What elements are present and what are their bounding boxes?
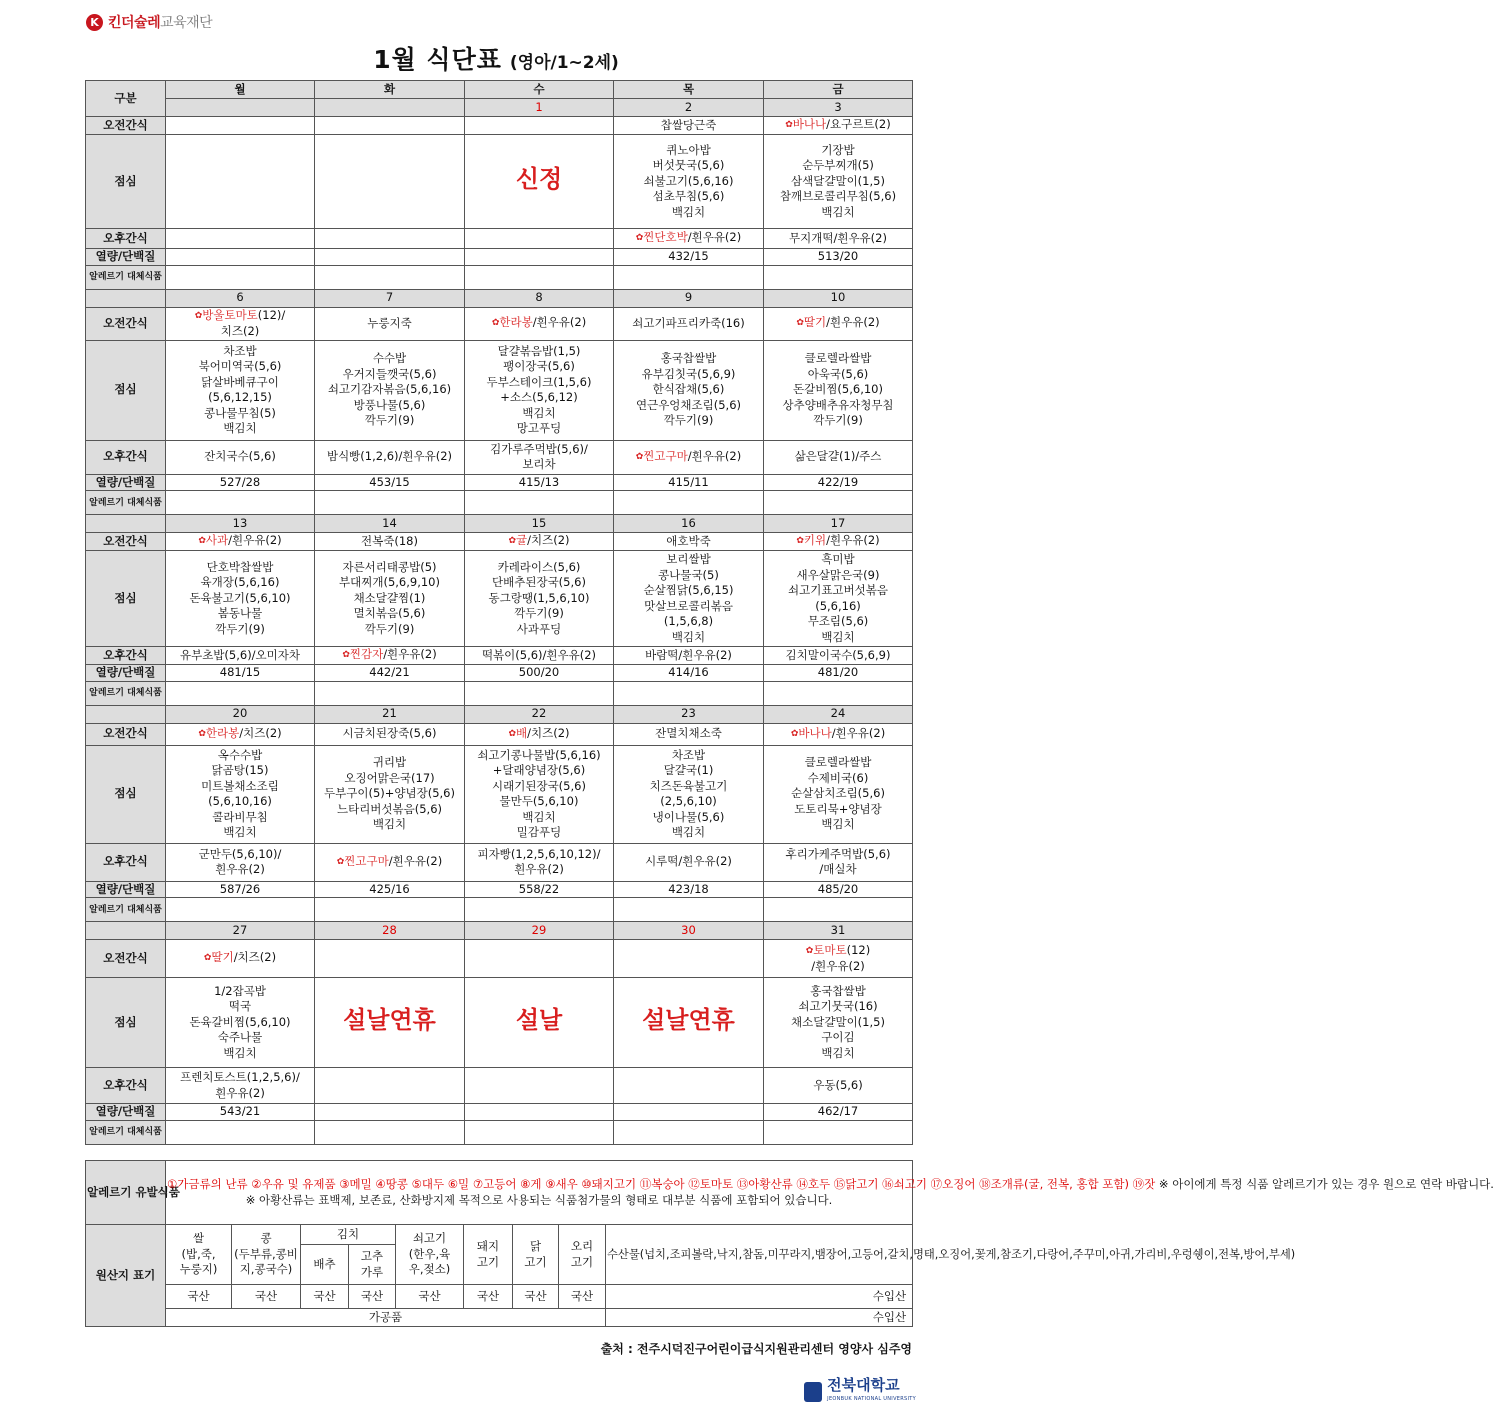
- university-emblem-icon: [804, 1382, 822, 1402]
- morning-cell: 누룽지죽: [315, 307, 465, 340]
- lunch-cell: 차조밥 북어미역국(5,6) 닭살바베큐구이 (5,6,12,15) 콩나물무침(5) 백김치: [166, 340, 315, 440]
- origin-label: 원산지 표기: [86, 1225, 166, 1327]
- allergy-sub-cell: [764, 265, 913, 289]
- highlight-food: 사과: [205, 533, 229, 548]
- calorie-cell: 481/15: [166, 665, 315, 682]
- afternoon-label: 오후간식: [86, 1068, 166, 1104]
- calorie-label: 열량/단백질: [86, 881, 166, 898]
- date-cell: 2: [614, 99, 764, 117]
- morning-label: 오전간식: [86, 723, 166, 745]
- calorie-cell: 415/13: [465, 474, 614, 491]
- morning-cell: [166, 117, 315, 135]
- date-cell: 22: [465, 705, 614, 723]
- calorie-cell: 414/16: [614, 665, 764, 682]
- allergy-sub-label: 알레르기 대체식품: [86, 681, 166, 705]
- lunch-label: 점심: [86, 340, 166, 440]
- title-main: 1월 식단표: [373, 45, 502, 74]
- afternoon-cell: [465, 229, 614, 249]
- university-logo: [804, 1378, 916, 1406]
- afternoon-cell: 후리가케주먹밥(5,6) /매실차: [764, 843, 913, 881]
- calorie-label: 열량/단백질: [86, 1104, 166, 1121]
- highlight-food: 키위: [803, 533, 827, 548]
- highlight-food: 귤: [516, 533, 528, 548]
- week-spacer: [86, 922, 166, 940]
- allergy-sub-cell: [764, 1120, 913, 1144]
- morning-cell: 잔멸치채소죽: [614, 723, 764, 745]
- flower-icon: ✿: [198, 728, 206, 739]
- allergy-sub-cell: [315, 681, 465, 705]
- flower-icon: ✿: [805, 945, 814, 956]
- allergy-sub-cell: [764, 681, 913, 705]
- day-header: 금: [764, 81, 913, 99]
- afternoon-cell: ✿찐단호박/흰우유(2): [614, 229, 764, 249]
- afternoon-cell: ✿찐고구마/흰우유(2): [315, 843, 465, 881]
- afternoon-cell: 바람떡/흰우유(2): [614, 647, 764, 665]
- lunch-cell: 쇠고기콩나물밥(5,6,16) +달래양념장(5,6) 시래기된장국(5,6) 물만두(5,6,10) 백김치 밀감푸딩: [465, 745, 614, 843]
- calorie-cell: 425/16: [315, 881, 465, 898]
- lunch-cell: [166, 135, 315, 229]
- calorie-cell: [315, 1104, 465, 1121]
- day-header: 수: [465, 81, 614, 99]
- flower-icon: ✿: [785, 120, 793, 131]
- calorie-cell: 500/20: [465, 665, 614, 682]
- allergy-sub-cell: [465, 491, 614, 515]
- date-cell: 8: [465, 289, 614, 307]
- sulfite-note: ※ 아황산류는 표백제, 보존료, 산화방지제 목적으로 사용되는 식품첨가물의 형태로 대부분 식품에 포함되어 있습니다.: [245, 1192, 833, 1207]
- allergy-sub-cell: [315, 1120, 465, 1144]
- lunch-label: 점심: [86, 135, 166, 229]
- flower-icon: ✿: [790, 728, 799, 739]
- afternoon-cell: [166, 229, 315, 249]
- calorie-cell: [315, 249, 465, 266]
- origin-beef: 쇠고기 (한우,육 우,젖소): [396, 1225, 464, 1285]
- date-cell: 27: [166, 922, 315, 940]
- afternoon-cell: 군만두(5,6,10)/ 흰우유(2): [166, 843, 315, 881]
- morning-label: 오전간식: [86, 117, 166, 135]
- afternoon-cell: ✿찐감자/흰우유(2): [315, 647, 465, 665]
- calorie-cell: 432/15: [614, 249, 764, 266]
- date-cell: 3: [764, 99, 913, 117]
- lunch-label: 점심: [86, 551, 166, 647]
- calorie-cell: 453/15: [315, 474, 465, 491]
- university-name: 전북대학교: [827, 1376, 900, 1394]
- allergy-sub-cell: [614, 265, 764, 289]
- flower-icon: ✿: [491, 318, 500, 329]
- foundation-logo: [86, 12, 212, 32]
- afternoon-cell: 프렌치토스트(1,2,5,6)/ 흰우유(2): [166, 1068, 315, 1104]
- holiday-label: 신정: [515, 164, 563, 193]
- allergy-sub-cell: [315, 898, 465, 922]
- origin-beef-value: 국산: [396, 1285, 464, 1309]
- origin-pepper: 고추 가루: [349, 1245, 396, 1285]
- morning-label: 오전간식: [86, 533, 166, 551]
- calorie-cell: 442/21: [315, 665, 465, 682]
- allergy-sub-cell: [315, 265, 465, 289]
- lunch-label: 점심: [86, 745, 166, 843]
- highlight-food: 배: [516, 725, 528, 740]
- holiday-label: 설날: [515, 1005, 563, 1034]
- highlight-food: 찐단호박: [643, 230, 688, 245]
- morning-cell: ✿배/치즈(2): [465, 723, 614, 745]
- date-cell: 16: [614, 515, 764, 533]
- allergy-sub-cell: [465, 1120, 614, 1144]
- date-cell: 13: [166, 515, 315, 533]
- morning-cell: 애호박죽: [614, 533, 764, 551]
- logo-icon: K: [86, 14, 103, 31]
- title-sub: (영아/1~2세): [509, 53, 619, 73]
- highlight-food: 딸기: [211, 950, 234, 965]
- allergy-sub-cell: [614, 1120, 764, 1144]
- calorie-cell: 462/17: [764, 1104, 913, 1121]
- morning-cell: [315, 940, 465, 978]
- morning-cell: ✿딸기/흰우유(2): [764, 307, 913, 340]
- allergy-sub-cell: [465, 681, 614, 705]
- date-cell: 21: [315, 705, 465, 723]
- origin-processed: 가공품: [166, 1309, 606, 1327]
- morning-cell: ✿바나나/흰우유(2): [764, 723, 913, 745]
- calorie-cell: 422/19: [764, 474, 913, 491]
- flower-icon: ✿: [796, 536, 804, 547]
- calorie-cell: 513/20: [764, 249, 913, 266]
- morning-cell: ✿방울토마토(12)/ 치즈(2): [166, 307, 315, 340]
- calorie-cell: 527/28: [166, 474, 315, 491]
- morning-label: 오전간식: [86, 307, 166, 340]
- afternoon-cell: 김치말이국수(5,6,9): [764, 647, 913, 665]
- date-cell: 7: [315, 289, 465, 307]
- calorie-label: 열량/단백질: [86, 665, 166, 682]
- morning-cell: ✿한라봉/흰우유(2): [465, 307, 614, 340]
- origin-chicken-value: 국산: [513, 1285, 559, 1309]
- calorie-cell: [166, 249, 315, 266]
- allergy-sub-cell: [764, 491, 913, 515]
- calorie-cell: 558/22: [465, 881, 614, 898]
- morning-cell: ✿토마토(12) /흰우유(2): [764, 940, 913, 978]
- afternoon-cell: [315, 229, 465, 249]
- allergy-sub-cell: [166, 898, 315, 922]
- origin-duck: 오리 고기: [559, 1225, 606, 1285]
- highlight-food: 방울토마토: [202, 307, 258, 322]
- afternoon-cell: 김가루주먹밥(5,6)/ 보리차: [465, 440, 614, 474]
- origin-rice-value: 국산: [166, 1285, 232, 1309]
- lunch-cell: 카레라이스(5,6) 단배추된장국(5,6) 동그랑땡(1,5,6,10) 깍두기(9) 사과푸딩: [465, 551, 614, 647]
- date-cell: 29: [465, 922, 614, 940]
- lunch-cell: [465, 135, 614, 229]
- date-cell: 23: [614, 705, 764, 723]
- flower-icon: ✿: [342, 650, 350, 661]
- date-cell: 10: [764, 289, 913, 307]
- morning-cell: [315, 117, 465, 135]
- lunch-cell: 차조밥 달걀국(1) 치즈돈육불고기 (2,5,6,10) 냉이나물(5,6) 백김치: [614, 745, 764, 843]
- highlight-food: 찐고구마: [643, 448, 688, 463]
- calorie-label: 열량/단백질: [86, 249, 166, 266]
- date-cell: [166, 99, 315, 117]
- afternoon-cell: 삶은달걀(1)/주스: [764, 440, 913, 474]
- allergy-sub-label: 알레르기 대체식품: [86, 898, 166, 922]
- morning-cell: 시금치된장죽(5,6): [315, 723, 465, 745]
- holiday-label: 설날연휴: [642, 1005, 735, 1034]
- origin-pork-value: 국산: [464, 1285, 513, 1309]
- origin-bean: 콩 (두부류,콩비 지,콩국수): [232, 1225, 301, 1285]
- lunch-cell: [614, 978, 764, 1068]
- afternoon-cell: 시루떡/흰우유(2): [614, 843, 764, 881]
- calorie-cell: [465, 249, 614, 266]
- lunch-cell: 귀리밥 오징어맑은국(17) 두부구이(5)+양념장(5,6) 느타리버섯볶음(5,6) 백김치: [315, 745, 465, 843]
- allergy-list: ①가금류의 난류 ②우유 및 유제품 ③메밀 ④땅콩 ⑤대두 ⑥밀 ⑦고등어 ⑧게 ⑨새우 ⑩돼지고기 ⑪복숭아 ⑫토마토 ⑬아황산류 ⑭호두 ⑮닭고기 ⑯쇠고기 ⑰오징어 ⑱조개류(굴, 전복, 홍합 포함) ⑲잣: [167, 1177, 1156, 1191]
- allergy-sub-cell: [614, 898, 764, 922]
- morning-cell: ✿딸기/치즈(2): [166, 940, 315, 978]
- allergy-sub-label: 알레르기 대체식품: [86, 491, 166, 515]
- flower-icon: ✿: [635, 233, 644, 244]
- lunch-cell: 홍국찹쌀밥 쇠고기뭇국(16) 채소달걀말이(1,5) 구이김 백김치: [764, 978, 913, 1068]
- lunch-cell: 기장밥 순두부찌개(5) 삼색달걀말이(1,5) 참깨브로콜리무침(5,6) 백김치: [764, 135, 913, 229]
- afternoon-cell: ✿찐고구마/흰우유(2): [614, 440, 764, 474]
- allergy-sub-cell: [166, 681, 315, 705]
- allergy-sub-cell: [465, 265, 614, 289]
- date-cell: 20: [166, 705, 315, 723]
- morning-cell: ✿키위/흰우유(2): [764, 533, 913, 551]
- morning-cell: 전복죽(18): [315, 533, 465, 551]
- highlight-food: 토마토: [813, 942, 847, 957]
- origin-cabbage: 배추: [301, 1245, 349, 1285]
- lunch-cell: 자른서리태콩밥(5) 부대찌개(5,6,9,10) 채소달걀찜(1) 멸치볶음(5,6) 깍두기(9): [315, 551, 465, 647]
- page-title: [0, 40, 992, 76]
- morning-cell: ✿귤/치즈(2): [465, 533, 614, 551]
- highlight-food: 딸기: [803, 315, 827, 330]
- allergy-sub-cell: [166, 491, 315, 515]
- calorie-cell: [614, 1104, 764, 1121]
- afternoon-cell: 우동(5,6): [764, 1068, 913, 1104]
- info-table: [85, 1160, 1494, 1327]
- afternoon-cell: [465, 1068, 614, 1104]
- allergy-sub-label: 알레르기 대체식품: [86, 265, 166, 289]
- afternoon-cell: 밤식빵(1,2,6)/흰우유(2): [315, 440, 465, 474]
- morning-cell: [465, 940, 614, 978]
- flower-icon: ✿: [336, 856, 345, 867]
- afternoon-cell: 무지개떡/흰우유(2): [764, 229, 913, 249]
- afternoon-cell: [315, 1068, 465, 1104]
- date-cell: 14: [315, 515, 465, 533]
- highlight-food: 바나나: [792, 117, 827, 132]
- afternoon-label: 오후간식: [86, 843, 166, 881]
- morning-cell: ✿한라봉/치즈(2): [166, 723, 315, 745]
- allergy-label: 알레르기 유발식품: [86, 1161, 166, 1225]
- week-spacer: [86, 705, 166, 723]
- allergy-sub-cell: [315, 491, 465, 515]
- allergy-sub-cell: [166, 1120, 315, 1144]
- logo-sub: 교육재단: [160, 15, 213, 31]
- origin-duck-value: 국산: [559, 1285, 606, 1309]
- origin-seafood-value: 수입산: [606, 1285, 913, 1309]
- date-cell: 17: [764, 515, 913, 533]
- morning-cell: [465, 117, 614, 135]
- flower-icon: ✿: [508, 536, 517, 547]
- highlight-food: 한라봉: [499, 315, 533, 330]
- lunch-cell: 단호박찹쌀밥 육개장(5,6,16) 돈육불고기(5,6,10) 봄동나물 깍두기(9): [166, 551, 315, 647]
- morning-cell: 찹쌀당근죽: [614, 117, 764, 135]
- afternoon-cell: 떡볶이(5,6)/흰우유(2): [465, 647, 614, 665]
- date-cell: 6: [166, 289, 315, 307]
- calorie-cell: 481/20: [764, 665, 913, 682]
- date-cell: 9: [614, 289, 764, 307]
- origin-cabbage-value: 국산: [301, 1285, 349, 1309]
- allergy-sub-cell: [764, 898, 913, 922]
- morning-cell: 쇠고기파프리카죽(16): [614, 307, 764, 340]
- holiday-label: 설날연휴: [343, 1005, 436, 1034]
- date-cell: [315, 99, 465, 117]
- lunch-cell: [315, 135, 465, 229]
- calorie-cell: 415/11: [614, 474, 764, 491]
- date-cell: 28: [315, 922, 465, 940]
- lunch-cell: 퀴노아밥 버섯뭇국(5,6) 쇠불고기(5,6,16) 섬초무침(5,6) 백김치: [614, 135, 764, 229]
- morning-cell: [614, 940, 764, 978]
- flower-icon: ✿: [194, 310, 203, 321]
- lunch-cell: [315, 978, 465, 1068]
- highlight-food: 찐고구마: [344, 853, 389, 868]
- allergy-info: [166, 1161, 1494, 1225]
- calorie-cell: [465, 1104, 614, 1121]
- source-credit: 출처 : 전주시덕진구어린이급식지원관리센터 영양사 심주영: [600, 1342, 912, 1356]
- week-spacer: [86, 289, 166, 307]
- allergy-sub-label: 알레르기 대체식품: [86, 1120, 166, 1144]
- lunch-cell: 클로렐라쌀밥 수제비국(6) 순살삼치조림(5,6) 도토리묵+양념장 백김치: [764, 745, 913, 843]
- lunch-cell: 1/2잡곡밥 떡국 돈육갈비찜(5,6,10) 숙주나물 백김치: [166, 978, 315, 1068]
- origin-kimchi: 김치: [301, 1225, 396, 1245]
- afternoon-cell: 잔치국수(5,6): [166, 440, 315, 474]
- lunch-cell: 달걀볶음밥(1,5) 팽이장국(5,6) 두부스테이크(1,5,6) +소스(5,6,12) 백김치 망고푸딩: [465, 340, 614, 440]
- allergy-sub-cell: [465, 898, 614, 922]
- origin-pepper-value: 국산: [349, 1285, 396, 1309]
- origin-chicken: 닭 고기: [513, 1225, 559, 1285]
- calorie-cell: 587/26: [166, 881, 315, 898]
- origin-bean-value: 국산: [232, 1285, 301, 1309]
- origin-seafood: 수산물(넙치,조피볼락,낙지,참돔,미꾸라지,뱀장어,고등어,갈치,명태,오징어,꽃게,참조기,다랑어,주꾸미,아귀,가리비,우렁쉥이,전복,방어,부세): [606, 1225, 913, 1285]
- lunch-cell: 흑미밥 새우살맑은국(9) 쇠고기표고버섯볶음 (5,6,16) 무조림(5,6) 백김치: [764, 551, 913, 647]
- allergy-sub-cell: [166, 265, 315, 289]
- flower-icon: ✿: [796, 318, 804, 329]
- date-cell: 1: [465, 99, 614, 117]
- origin-rice: 쌀 (밥,죽, 누룽지): [166, 1225, 232, 1285]
- calorie-cell: 543/21: [166, 1104, 315, 1121]
- date-cell: 15: [465, 515, 614, 533]
- calorie-cell: 485/20: [764, 881, 913, 898]
- origin-processed-value: 수입산: [606, 1309, 913, 1327]
- afternoon-label: 오후간식: [86, 229, 166, 249]
- day-header: 목: [614, 81, 764, 99]
- day-header: 월: [166, 81, 315, 99]
- calorie-label: 열량/단백질: [86, 474, 166, 491]
- afternoon-cell: [614, 1068, 764, 1104]
- date-cell: 30: [614, 922, 764, 940]
- morning-label: 오전간식: [86, 940, 166, 978]
- allergy-sub-cell: [614, 681, 764, 705]
- flower-icon: ✿: [198, 536, 206, 547]
- highlight-food: 찐감자: [349, 647, 384, 662]
- allergy-note: ※ 아이에게 특정 식품 알레르기가 있는 경우 원으로 연락 바랍니다.: [1155, 1177, 1494, 1191]
- lunch-cell: 수수밥 우거지들깻국(5,6) 쇠고기감자볶음(5,6,16) 방풍나물(5,6) 깍두기(9): [315, 340, 465, 440]
- afternoon-label: 오후간식: [86, 440, 166, 474]
- flower-icon: ✿: [203, 953, 212, 964]
- lunch-cell: 보리쌀밥 콩나물국(5) 순살찜닭(5,6,15) 맛살브로콜리볶음 (1,5,6,8) 백김치: [614, 551, 764, 647]
- flower-icon: ✿: [508, 728, 517, 739]
- afternoon-cell: 피자빵(1,2,5,6,10,12)/ 흰우유(2): [465, 843, 614, 881]
- highlight-food: 바나나: [798, 725, 832, 740]
- university-name-en: JEONBUK NATIONAL UNIVERSITY: [827, 1396, 916, 1402]
- origin-pork: 돼지 고기: [464, 1225, 513, 1285]
- logo-name: 킨더슐레: [108, 15, 161, 31]
- allergy-sub-cell: [614, 491, 764, 515]
- week-spacer: [86, 515, 166, 533]
- calorie-cell: 423/18: [614, 881, 764, 898]
- lunch-label: 점심: [86, 978, 166, 1068]
- date-cell: 31: [764, 922, 913, 940]
- morning-cell: ✿사과/흰우유(2): [166, 533, 315, 551]
- lunch-cell: 홍국찹쌀밥 유부김칫국(5,6,9) 한식잡채(5,6) 연근우엉채조림(5,6) 깍두기(9): [614, 340, 764, 440]
- lunch-cell: 옥수수밥 닭곰탕(15) 미트볼채소조림 (5,6,10,16) 콜라비무침 백김치: [166, 745, 315, 843]
- lunch-cell: 클로렐라쌀밥 아욱국(5,6) 돈갈비찜(5,6,10) 상추양배추유자청무침 깍두기(9): [764, 340, 913, 440]
- afternoon-cell: 유부초밥(5,6)/오미자차: [166, 647, 315, 665]
- date-cell: 24: [764, 705, 913, 723]
- flower-icon: ✿: [635, 451, 644, 462]
- afternoon-label: 오후간식: [86, 647, 166, 665]
- category-label: 구분: [86, 81, 166, 117]
- menu-table: [85, 80, 913, 1145]
- highlight-food: 한라봉: [205, 725, 240, 740]
- day-header: 화: [315, 81, 465, 99]
- morning-cell: ✿바나나/요구르트(2): [764, 117, 913, 135]
- lunch-cell: [465, 978, 614, 1068]
